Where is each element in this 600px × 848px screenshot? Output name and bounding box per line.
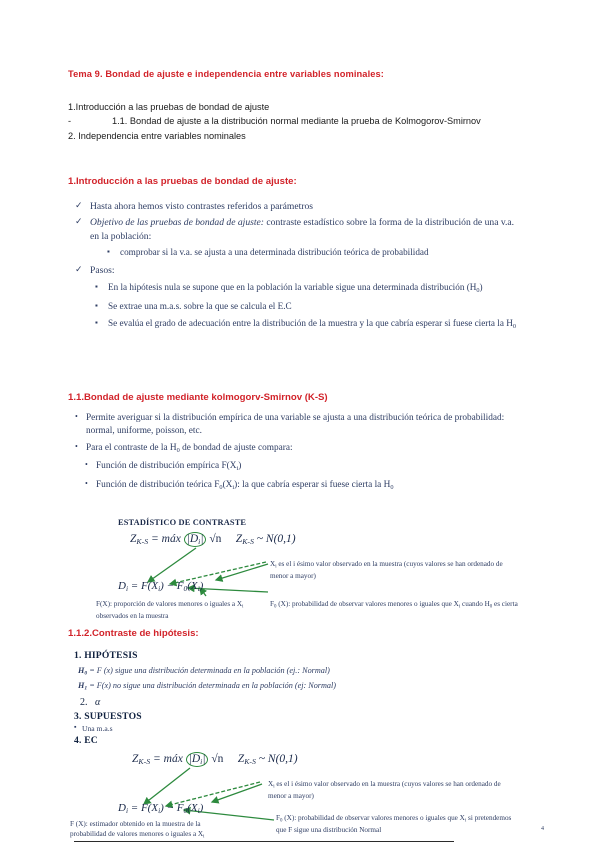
z-dist-sub: K-S bbox=[244, 757, 256, 767]
xi-symbol: X bbox=[268, 780, 274, 788]
d-sub2: i bbox=[158, 584, 161, 594]
paso-2-text: Se extrae una m.a.s. sobre la que se calcula el E.C bbox=[108, 301, 292, 312]
bullet-text: Hasta ahora hemos visto contrastes referidos a parámetros bbox=[90, 201, 313, 212]
hipotesis-title: 1. HIPÓTESIS bbox=[74, 650, 138, 661]
outline-item-1-1-label: 1.1. Bondad de ajuste a la distribución normal mediante la prueba de Kolmogorov-Smirnov bbox=[112, 116, 481, 127]
bullet-objetivo-pruebas bbox=[74, 216, 524, 243]
note-xi-definition bbox=[270, 560, 518, 582]
paso-2 bbox=[92, 300, 524, 313]
formula2-statistic bbox=[132, 752, 298, 767]
z-symbol: Z bbox=[130, 533, 137, 545]
page-title: Tema 9. Bondad de ajuste e independencia entre variables nominales: bbox=[68, 69, 385, 79]
xi-text: es el i ésimo valor observado en la muestra (cuyos valores se han ordenado de menor a mayor) bbox=[270, 560, 503, 580]
circled-d-term bbox=[186, 752, 209, 767]
section-1-heading: 1.Introducción a las pruebas de bondad de ajuste: bbox=[68, 176, 297, 187]
bullet-objetivo-italic: Objetivo de las pruebas de bondad de ajuste: bbox=[90, 217, 264, 229]
slide-introduccion bbox=[74, 200, 524, 335]
note-f0-theoretical bbox=[270, 600, 520, 612]
dot-bullet-icon: • bbox=[85, 460, 88, 470]
bullet-contrastes-parametros bbox=[74, 200, 524, 213]
fn-emp-a: Función de distribución empírica F(X bbox=[96, 461, 237, 472]
alpha-line bbox=[80, 697, 534, 708]
d-mid: ) − F bbox=[160, 580, 184, 592]
formula-d-definition bbox=[118, 580, 203, 593]
paso-1-sub: 0 bbox=[476, 286, 480, 294]
h0-symbol: H bbox=[78, 666, 85, 675]
paso-1-end: ) bbox=[479, 281, 483, 292]
abs-d-sub: i bbox=[200, 757, 203, 767]
f0-text-d: es cierta bbox=[492, 600, 518, 608]
alpha-symbol: α bbox=[95, 697, 101, 709]
d-rest: = F(X bbox=[128, 580, 159, 592]
paso-3-sub: 0 bbox=[512, 323, 516, 331]
z-dist: Z bbox=[237, 753, 245, 765]
square-bullet-icon: ▪ bbox=[95, 281, 98, 291]
bullet-funcion-teorica bbox=[84, 479, 534, 495]
fn-teo-subi: i bbox=[232, 483, 235, 491]
xi-text: es el i ésimo valor observado en la muestra (cuyos valores se han ordenado de menor a mayor) bbox=[268, 780, 501, 800]
d-sub3: i bbox=[197, 584, 200, 594]
supuestos-item-text: Una m.a.s bbox=[82, 724, 113, 734]
fn-emp-sub: i bbox=[236, 464, 239, 472]
z-dist-rest: ~ N(0,1) bbox=[255, 753, 298, 765]
bullet-text: Pasos: bbox=[90, 265, 115, 277]
f0-symbol: F bbox=[270, 600, 274, 608]
bullet-permite-averiguar bbox=[74, 412, 534, 438]
d-sub0: 0 bbox=[183, 806, 188, 816]
z-symbol: Z bbox=[132, 753, 139, 765]
paso-1-text: En la hipótesis nula se supone que en la población la variable sigue una determinada distribución (H bbox=[108, 281, 477, 292]
ec-title: 4. EC bbox=[74, 735, 98, 747]
z-eq: = máx bbox=[148, 533, 184, 545]
h1-text: = F(x) no sigue una distribución determinada en la población (ej: Normal) bbox=[87, 680, 336, 690]
paso-3 bbox=[92, 317, 524, 333]
circled-d-term bbox=[184, 532, 207, 547]
abs-d: |D bbox=[186, 533, 199, 545]
outline-dash: - bbox=[68, 116, 72, 127]
note2-f-estimator bbox=[70, 820, 222, 842]
xi-symbol: X bbox=[270, 560, 276, 568]
square-bullet-icon: ▪ bbox=[107, 247, 110, 257]
f0-symbol: F bbox=[276, 814, 280, 822]
bullet-contraste-h0 bbox=[74, 442, 534, 458]
slide-kolmogorov bbox=[74, 412, 534, 496]
fn-teo-c: ): la que cabría esperar si fuese cierta la H bbox=[234, 479, 391, 490]
d-close: ) bbox=[199, 802, 204, 814]
f0-text-b: (X): probabilidad de observar valores menores o iguales que X bbox=[282, 814, 465, 822]
formula-block-estadistico-2 bbox=[70, 752, 544, 844]
d-sub: i bbox=[125, 806, 129, 816]
bullet-comprobar-ajuste bbox=[104, 246, 524, 259]
sqrt-n: √n bbox=[211, 753, 224, 765]
f0-sub: 0 bbox=[280, 818, 283, 824]
fn-teo-b: (X bbox=[222, 479, 233, 490]
section-1-1-2-heading: 1.1.2.Contraste de hipótesis: bbox=[68, 628, 199, 639]
f0-text-c: si pretendemos que F sigue una distribución Normal bbox=[276, 814, 512, 834]
dot-bullet-icon: • bbox=[75, 412, 78, 421]
f-emp-sub: i bbox=[242, 604, 244, 610]
note2-xi-definition bbox=[268, 780, 520, 802]
slide-page-number: 4 bbox=[541, 826, 544, 832]
alpha-number: 2. bbox=[80, 697, 88, 709]
z-dist-sub: K-S bbox=[242, 537, 254, 547]
square-bullet-icon: ▪ bbox=[95, 301, 98, 311]
bullet-text-b: de bondad de ajuste compara: bbox=[179, 442, 293, 453]
slide-contraste-hipotesis bbox=[74, 648, 534, 746]
fn-teo-a: Función de distribución teórica F bbox=[96, 479, 220, 490]
dot-bullet-icon: • bbox=[75, 441, 78, 451]
supuestos-title: 3. SUPUESTOS bbox=[74, 711, 142, 723]
z-eq: = máx bbox=[150, 753, 186, 765]
d-sub: i bbox=[125, 584, 129, 594]
estadistico-label: ESTADÍSTICO DE CONTRASTE bbox=[118, 518, 247, 527]
h1-sub: 1 bbox=[84, 685, 88, 692]
check-icon: ✓ bbox=[75, 200, 83, 210]
z-dist-rest: ~ N(0,1) bbox=[253, 533, 296, 545]
bullet-pasos bbox=[74, 264, 524, 277]
d-sub2: i bbox=[158, 806, 161, 816]
paso-3-text: Se evalúa el grado de adecuación entre la distribución de la muestra y la que cabría esperar si fuese cierta la H bbox=[108, 318, 513, 329]
d-open: (X bbox=[187, 580, 198, 592]
section-1-1-heading: 1.1.Bondad de ajuste mediante kolmogorv-Smirnov (K-S) bbox=[68, 392, 328, 403]
d-sub3: i bbox=[197, 806, 200, 816]
outline-list bbox=[68, 100, 538, 143]
z-sub: K-S bbox=[136, 537, 149, 547]
outline-item-1-1 bbox=[68, 114, 504, 128]
hipotesis-h0 bbox=[78, 665, 534, 680]
d-rest: = F(X bbox=[128, 802, 159, 814]
check-icon: ✓ bbox=[75, 264, 83, 275]
f0-subi: i bbox=[458, 604, 461, 610]
z-dist: Z bbox=[235, 533, 243, 545]
outline-item-2: 2. Independencia entre variables nominales bbox=[68, 130, 246, 141]
check-icon: ✓ bbox=[75, 216, 83, 227]
abs-d: |D bbox=[188, 753, 201, 765]
f0-text-b: (X): probabilidad de observar valores menores o iguales que X bbox=[276, 600, 459, 608]
supuestos-item bbox=[74, 724, 534, 733]
hipotesis-h1 bbox=[78, 680, 534, 695]
f-emp-text: F(X): proporción de valores menores o iguales a X bbox=[96, 600, 243, 608]
xi-sub: i bbox=[275, 564, 277, 570]
z-sub: K-S bbox=[138, 757, 151, 767]
bullet-text: Permite averiguar si la distribución empírica de una variable se ajusta a una distribución teórica de probabilidad: normal, uniforme, poisson, etc. bbox=[86, 413, 505, 436]
f-est-sub: i bbox=[203, 833, 205, 839]
slide-bottom-rule bbox=[74, 841, 454, 842]
h0-sub: 0 bbox=[84, 670, 88, 677]
f-est-text: F (X): estimador obtenido en la muestra de la probabilidad de valores menores o iguales a X bbox=[70, 820, 204, 838]
xi-sub: i bbox=[273, 784, 275, 790]
f0-sub0: 0 bbox=[489, 604, 493, 610]
bullet-objetivo-rest: contraste estadístico sobre la forma de la distribución de una v.a. en la población: bbox=[90, 217, 515, 242]
fn-teo-sub-end: 0 bbox=[390, 483, 394, 491]
bullet-text-a: Para el contraste de la H bbox=[86, 442, 177, 453]
h0-text: = F (x) sigue una distribución determinada en la población (ej.: Normal) bbox=[87, 666, 330, 675]
f0-text-c: cuando H bbox=[460, 600, 490, 608]
fn-emp-b: ) bbox=[238, 461, 242, 472]
d-mid: ) − F bbox=[160, 802, 184, 814]
sqrt-n: √n bbox=[209, 533, 222, 545]
square-bullet-icon: ▪ bbox=[95, 318, 98, 328]
formula-block-estadistico-1 bbox=[96, 518, 538, 624]
f-emp-end: observados en la muestra bbox=[96, 611, 169, 620]
d-sub0: 0 bbox=[183, 584, 188, 594]
note-f-empirical bbox=[96, 600, 258, 622]
d-open: (X bbox=[187, 802, 198, 814]
bullet-text: comprobar si la v.a. se ajusta a una determinada distribución teórica de probabilidad bbox=[120, 247, 429, 258]
d-symbol: D bbox=[118, 802, 126, 814]
dot-bullet-icon: • bbox=[85, 478, 88, 488]
bullet-funcion-empirica bbox=[84, 460, 534, 476]
fn-teo-sub0: 0 bbox=[219, 483, 223, 491]
h1-symbol: H bbox=[78, 680, 85, 690]
outline-item-1: 1.Introducción a las pruebas de bondad de ajuste bbox=[68, 102, 270, 112]
bullet-sub: 0 bbox=[176, 446, 180, 454]
paso-1 bbox=[92, 281, 524, 297]
f0-subi: i bbox=[464, 818, 467, 824]
formula-statistic bbox=[130, 532, 296, 547]
d-close: ) bbox=[199, 580, 204, 592]
square-bullet-icon: ▪ bbox=[74, 723, 77, 732]
f0-sub: 0 bbox=[274, 604, 277, 610]
abs-d-end: | bbox=[200, 533, 204, 545]
abs-d-end: | bbox=[202, 753, 206, 765]
abs-d-sub: i bbox=[198, 537, 201, 547]
d-symbol: D bbox=[118, 580, 126, 592]
note2-f0-theoretical bbox=[276, 814, 514, 836]
formula2-d-definition bbox=[118, 802, 203, 815]
